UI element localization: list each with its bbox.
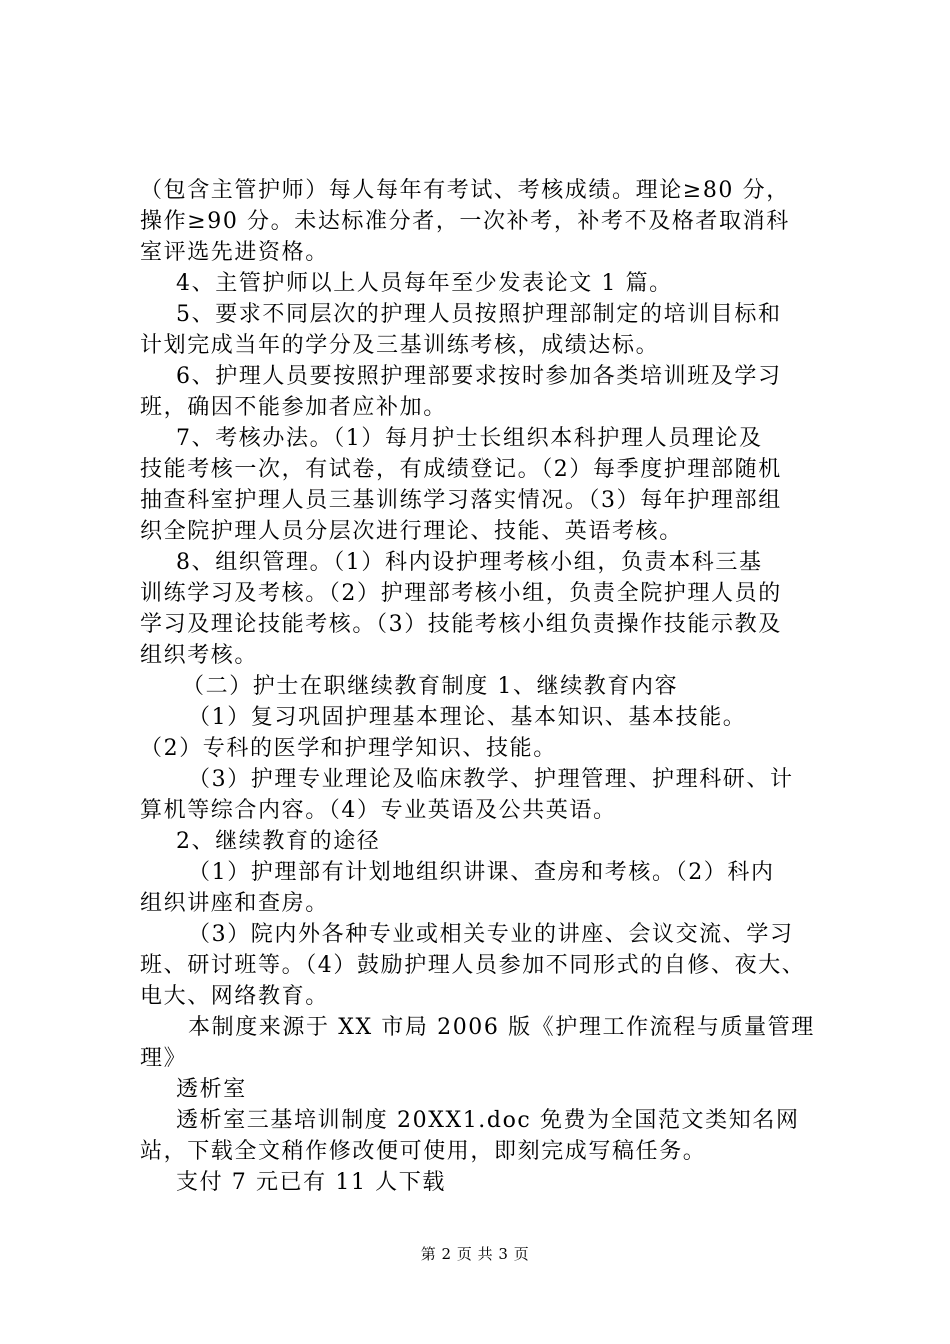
text-line-14: 训练学习及考核。（2）护理部考核小组，负责全院护理人员的 <box>140 581 782 606</box>
text-line-5: 5、要求不同层次的护理人员按照护理部制定的培训目标和 <box>176 302 782 327</box>
text-line-25: （3）院内外各种专业或相关专业的讲座、会议交流、学习 <box>188 922 794 947</box>
text-line-33: 支付 7 元已有 11 人下载 <box>176 1170 446 1195</box>
text-line-13: 8、组织管理。（1）科内设护理考核小组，负责本科三基 <box>176 550 763 575</box>
text-line-29: 理》 <box>140 1046 188 1071</box>
text-line-10: 技能考核一次，有试卷，有成绩登记。（2）每季度护理部随机 <box>140 457 782 482</box>
text-line-15: 学习及理论技能考核。（3）技能考核小组负责操作技能示教及 <box>140 612 782 637</box>
page-number-footer: 第 2 页 共 3 页 <box>420 1245 530 1263</box>
text-line-31: 透析室三基培训制度 20XX1.doc 免费为全国范文类知名网 <box>176 1108 800 1133</box>
text-line-17: （二）护士在职继续教育制度 1、继续教育内容 <box>182 674 679 699</box>
text-line-30: 透析室 <box>176 1077 247 1102</box>
text-line-16: 组织考核。 <box>140 643 259 668</box>
text-line-1: （包含主管护师）每人每年有考试、考核成绩。理论≥80 分， <box>140 178 790 203</box>
text-line-19: （2）专科的医学和护理学知识、技能。 <box>140 736 557 761</box>
text-line-24: 组织讲座和查房。 <box>140 891 329 916</box>
text-line-21: 算机等综合内容。（4）专业英语及公共英语。 <box>140 798 617 823</box>
text-line-7: 6、护理人员要按照护理部要求按时参加各类培训班及学习 <box>176 364 782 389</box>
text-line-27: 电大、网络教育。 <box>140 984 329 1009</box>
text-line-3: 室评选先进资格。 <box>140 240 329 265</box>
text-line-4: 4、主管护师以上人员每年至少发表论文 1 篇。 <box>176 271 673 296</box>
text-line-6: 计划完成当年的学分及三基训练考核，成绩达标。 <box>140 333 660 358</box>
text-line-8: 班，确因不能参加者应补加。 <box>140 395 447 420</box>
text-line-12: 织全院护理人员分层次进行理论、技能、英语考核。 <box>140 519 683 544</box>
text-line-18: （1）复习巩固护理基本理论、基本知识、基本技能。 <box>188 705 747 730</box>
text-line-9: 7、考核办法。（1）每月护士长组织本科护理人员理论及 <box>176 426 763 451</box>
text-line-22: 2、继续教育的途径 <box>176 829 381 854</box>
text-line-32: 站，下载全文稍作修改便可使用，即刻完成写稿任务。 <box>140 1139 707 1164</box>
text-line-20: （3）护理专业理论及临床教学、护理管理、护理科研、计 <box>188 767 794 792</box>
text-line-23: （1）护理部有计划地组织讲课、查房和考核。（2）科内 <box>188 860 775 885</box>
text-line-28: 本制度来源于 XX 市局 2006 版《护理工作流程与质量管理 <box>188 1015 815 1040</box>
text-line-11: 抽查科室护理人员三基训练学习落实情况。（3）每年护理部组 <box>140 488 782 513</box>
text-line-26: 班、研讨班等。（4）鼓励护理人员参加不同形式的自修、夜大、 <box>140 953 806 978</box>
text-line-2: 操作≥90 分。未达标准分者，一次补考，补考不及格者取消科 <box>140 209 790 234</box>
